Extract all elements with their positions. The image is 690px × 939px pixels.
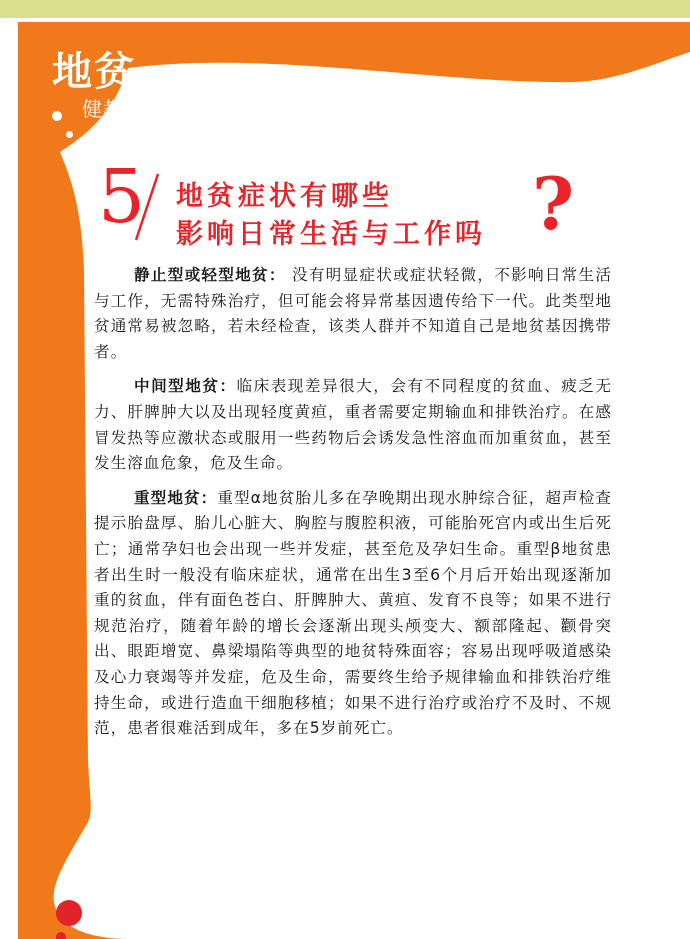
heading-line-1: 地贫症状有哪些	[176, 181, 393, 212]
decor-red-dot	[56, 900, 82, 926]
decor-dot	[52, 111, 62, 121]
body-text	[94, 263, 612, 751]
section-static	[94, 263, 612, 365]
section-severe	[94, 486, 612, 742]
question-mark-icon: ?	[532, 161, 575, 246]
badge-subtitle: 健教知识	[82, 97, 166, 121]
top-accent-bar	[0, 0, 690, 18]
heading-number: 5	[98, 154, 146, 240]
section-label: 重型地贫：	[134, 488, 218, 507]
badge-title: 地贫	[52, 49, 136, 95]
section-label: 中间型地贫：	[134, 377, 237, 396]
section-label: 静止型或轻型地贫：	[134, 266, 286, 284]
section-text: 临床表现差异很大，会有不同程度的贫血、疲乏无力、肝脾肿大以及出现轻度黄疸，重者需要定期输血和排铁治疗。在感冒发热等应激状态或服用一些药物后会诱发急性溶血而加重贫血，甚至发生溶血危象，危及生命。	[94, 377, 612, 473]
section-text: 没有明显症状或症状轻微，不影响日常生活与工作，无需特殊治疗，但可能会将异常基因遗传给下一代。此类型地贫通常易被忽略，若未经检查，该类人群并不知道自己是地贫基因携带者。	[94, 266, 612, 361]
heading-slash-icon	[134, 172, 160, 242]
decor-red-dot	[56, 932, 66, 939]
decor-dot	[66, 131, 73, 138]
heading-line-2: 影响日常生活与工作吗	[176, 219, 486, 250]
section-text: 重型α地贫胎儿多在孕晚期出现水肿综合征，超声检查提示胎盘厚、胎儿心脏大、胸腔与腹腔积液，可能胎死宫内或出生后死亡；通常孕妇也会出现一些并发症，甚至危及孕妇生命。重型β地贫患者出生时一般没有临床症状，通常在出生3至6个月后开始出现逐渐加重的贫血，伴有面色苍白、肝脾肿大、黄疸、发育不良等；如果不进行规范治疗，随着年龄的增长会逐渐出现头颅变大、额部隆起、颧骨突出、眼距增宽、鼻梁塌陷等典型的地贫特殊面容；容易出现呼吸道感染及心力衰竭等并发症，危及生命，需要终生给予规律输血和排铁治疗维持生命，或进行造血干细胞移植；如果不进行治疗或治疗不及时、不规范，患者很难活到成年，多在5岁前死亡。	[94, 488, 612, 738]
section-intermediate	[94, 374, 612, 476]
